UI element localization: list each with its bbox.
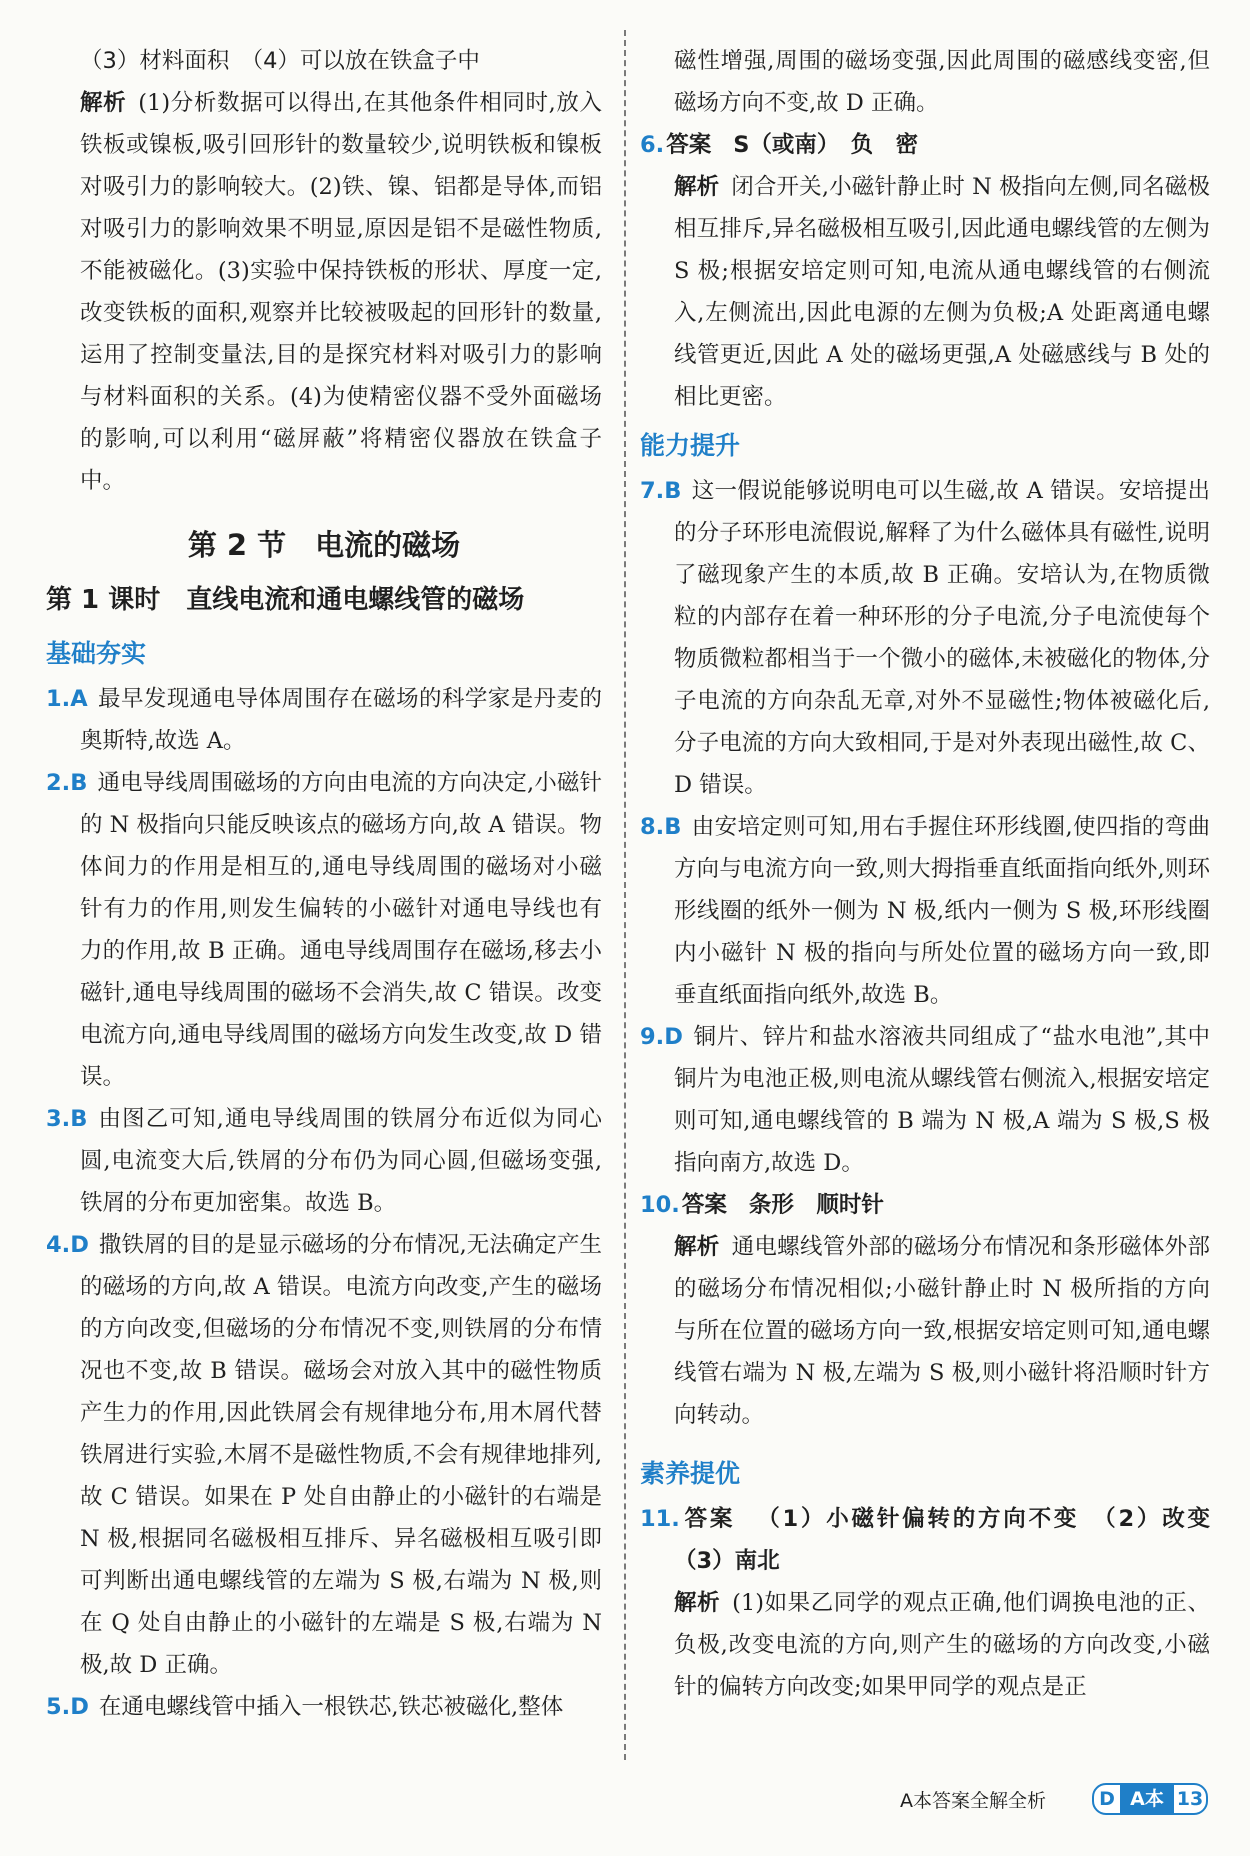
- analysis-text: 闭合开关,小磁针静止时 N 极指向左侧,同名磁极相互排斥,异名磁极相互吸引,因此通电螺线管的左侧为 S 极;根据安培定则可知,电流从通电螺线管的右侧流入,左侧流出,因此电源的左侧为负极;A 处距离通电螺线管更近,因此 A 处的磁场更强,A 处磁感线与 B 处的相比更密。: [674, 174, 1210, 410]
- question-number: 6.: [640, 132, 665, 158]
- ability-heading: 能力提升: [640, 431, 741, 460]
- answer-text: 条形 顺时针: [748, 1192, 884, 1218]
- section-title: 第 2 节 电流的磁场: [187, 528, 461, 562]
- analysis-label: 解析: [80, 90, 127, 116]
- badge-book: A本: [1120, 1785, 1174, 1813]
- prev-answer: （3）材料面积 （4）可以放在铁盒子中: [80, 48, 480, 74]
- analysis-label: 解析: [674, 174, 720, 200]
- question-item: [640, 470, 1210, 806]
- question-number: 8.B: [640, 814, 682, 840]
- prev-analysis-text: (1)分析数据可以得出,在其他条件相同时,放入铁板或镍板,吸引回形针的数量较少,说明铁板和镍板对吸引力的影响较大。(2)铁、镍、铝都是导体,而铝对吸引力的影响效果不明显,原因是铝不是磁性物质,不能被磁化。(3)实验中保持铁板的形状、厚度一定,改变铁板的面积,观察并比较被吸起的回形针的数量,运用了控制变量法,目的是探究材料对吸引力的影响与材料面积的关系。(4)为使精密仪器不受外面磁场的影响,可以利用“磁屏蔽”将精密仪器放在铁盒子中。: [80, 90, 602, 494]
- question-number: 2.B: [46, 770, 88, 796]
- question-text: 撒铁屑的目的是显示磁场的分布情况,无法确定产生的磁场的方向,故 A 错误。电流方向改变,产生的磁场的方向改变,但磁场的分布情况不变,则铁屑的分布情况也不变,故 B 错误。磁场会对放入其中的磁性物质产生力的作用,因此铁屑会有规律地分布,用木屑代替铁屑进行实验,木屑不是磁性物质,不会有规律地排列,故 C 错误。如果在 P 处自由静止的小磁针的右端是 N 极,根据同名磁极相互排斥、异名磁极相互吸引即可判断出通电螺线管的左端为 S 极,右端为 N 极,则在 Q 处自由静止的小磁针的左端是 S 极,右端为 N 极,故 D 正确。: [80, 1232, 602, 1678]
- question-text: 通电导线周围磁场的方向由电流的方向决定,小磁针的 N 极指向只能反映该点的磁场方向,故 A 错误。物体间力的作用是相互的,通电导线周围的磁场对小磁针有力的作用,则发生偏转的小磁针对通电导线也有力的作用,故 B 正确。通电导线周围存在磁场,移去小磁针,通电导线周围的磁场不会消失,故 C 错误。改变电流方向,通电导线周围的磁场方向发生改变,故 D 错误。: [80, 770, 602, 1090]
- question-number: 11.: [640, 1506, 680, 1532]
- question-number: 1.A: [46, 686, 88, 712]
- right-column: [640, 40, 1233, 1708]
- analysis-label: 解析: [674, 1234, 720, 1260]
- badge-letter: D: [1099, 1788, 1115, 1810]
- lesson-title: 第 1 课时 直线电流和通电螺线管的磁场: [46, 585, 525, 615]
- answer-text: S（或南） 负 密: [733, 132, 919, 158]
- question-text: 由安培定则可知,用右手握住环形线圈,使四指的弯曲方向与电流方向一致,则大拇指垂直纸面指向纸外,则环形线圈的纸外一侧为 N 极,纸内一侧为 S 极,环形线圈内小磁针 N 极的指向与所处位置的磁场方向一致,即垂直纸面指向纸外,故选 B。: [674, 814, 1210, 1008]
- question-item: [640, 1016, 1210, 1184]
- page-footer: [900, 1780, 1210, 1814]
- answer-text: （1）小磁针偏转的方向不变 （2）改变 （3）南北: [674, 1506, 1233, 1574]
- question-item: [640, 124, 1210, 166]
- question-text: 在通电螺线管中插入一根铁芯,铁芯被磁化,整体: [98, 1694, 564, 1720]
- question-item: [46, 678, 602, 762]
- question-text: 最早发现通电导体周围存在磁场的科学家是丹麦的奥斯特,故选 A。: [80, 686, 602, 754]
- question-item: [46, 1224, 602, 1686]
- page-badge: [1092, 1783, 1208, 1815]
- basic-heading: 基础夯实: [46, 639, 147, 668]
- question-number: 10.: [640, 1192, 680, 1218]
- question-number: 9.D: [640, 1024, 683, 1050]
- answer-label: 答案: [666, 132, 712, 158]
- column-divider: [624, 30, 626, 1760]
- answer-label: 答案: [681, 1192, 727, 1218]
- literacy-heading: 素养提优: [640, 1459, 741, 1488]
- analysis: [640, 1582, 1210, 1708]
- question-number: 7.B: [640, 478, 682, 504]
- analysis-text: 通电螺线管外部的磁场分布情况和条形磁体外部的磁场分布情况相似;小磁针静止时 N 极所指的方向与所在位置的磁场方向一致,根据安培定则可知,通电螺线管右端为 N 极,左端为 S 极,则小磁针将沿顺时针方向转动。: [674, 1234, 1210, 1428]
- question-item: [640, 1184, 1210, 1226]
- analysis: [640, 166, 1210, 418]
- analysis: [640, 1226, 1210, 1436]
- question-number: 4.D: [46, 1232, 89, 1258]
- question-item: [640, 806, 1210, 1016]
- question-item: [46, 1686, 602, 1728]
- page-number: 13: [1176, 1788, 1204, 1810]
- question-text: 铜片、锌片和盐水溶液共同组成了“盐水电池”,其中铜片为电池正极,则电流从螺线管右侧流入,根据安培定则可知,通电螺线管的 B 端为 N 极,A 端为 S 极,S 极指向南方,故选 D。: [674, 1024, 1210, 1176]
- analysis-text: (1)如果乙同学的观点正确,他们调换电池的正、负极,改变电流的方向,则产生的磁场的方向改变,小磁针的偏转方向改变;如果甲同学的观点是正: [674, 1590, 1210, 1700]
- footer-text: A本答案全解全析: [900, 1790, 1046, 1812]
- answer-label: 答案: [681, 1506, 736, 1532]
- continuation-text: 磁性增强,周围的磁场变强,因此周围的磁感线变密,但磁场方向不变,故 D 正确。: [674, 48, 1210, 116]
- question-number: 3.B: [46, 1106, 88, 1132]
- question-item: [46, 1098, 602, 1224]
- question-text: 由图乙可知,通电导线周围的铁屑分布近似为同心圆,电流变大后,铁屑的分布仍为同心圆,但磁场变强,铁屑的分布更加密集。故选 B。: [80, 1106, 602, 1216]
- analysis-label: 解析: [674, 1590, 721, 1616]
- prev-analysis: [46, 82, 602, 502]
- question-item: [640, 1498, 1233, 1582]
- question-number: 5.D: [46, 1694, 89, 1720]
- left-column: [46, 40, 602, 1728]
- question-text: 这一假说能够说明电可以生磁,故 A 错误。安培提出的分子环形电流假说,解释了为什么磁体具有磁性,说明了磁现象产生的本质,故 B 正确。安培认为,在物质微粒的内部存在着一种环形的分子电流,分子电流使每个物质微粒都相当于一个微小的磁体,未被磁化的物体,分子电流的方向杂乱无章,对外不显磁性;物体被磁化后,分子电流的方向大致相同,于是对外表现出磁性,故 C、D 错误。: [674, 478, 1210, 798]
- question-item: [46, 762, 602, 1098]
